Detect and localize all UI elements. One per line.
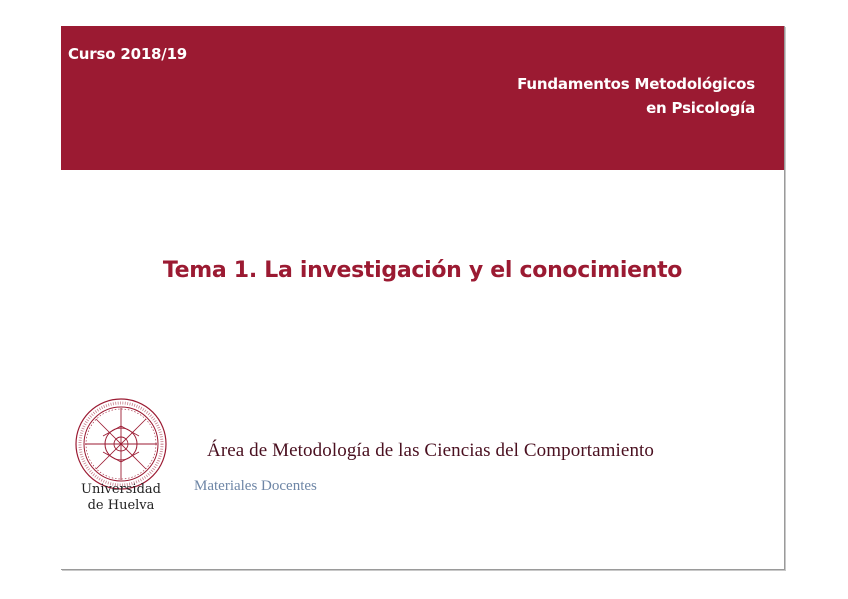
subject-title [517,72,755,120]
department-area: Área de Metodología de las Ciencias del Comportamiento [207,440,655,461]
materials-label: Materiales Docentes [194,478,317,494]
university-name [73,482,169,514]
slide-title: Tema 1. La investigación y el conocimiento [162,258,683,283]
subject-title-line2: en Psicología [646,99,755,117]
university-name-line2: de Huelva [87,498,155,513]
university-name-line1: Universidad [81,482,161,497]
course-year: Curso 2018/19 [68,45,188,63]
slide [61,26,785,570]
subject-title-line1: Fundamentos Metodológicos [517,75,755,93]
header-banner [61,26,784,170]
university-seal-logo [73,396,169,492]
